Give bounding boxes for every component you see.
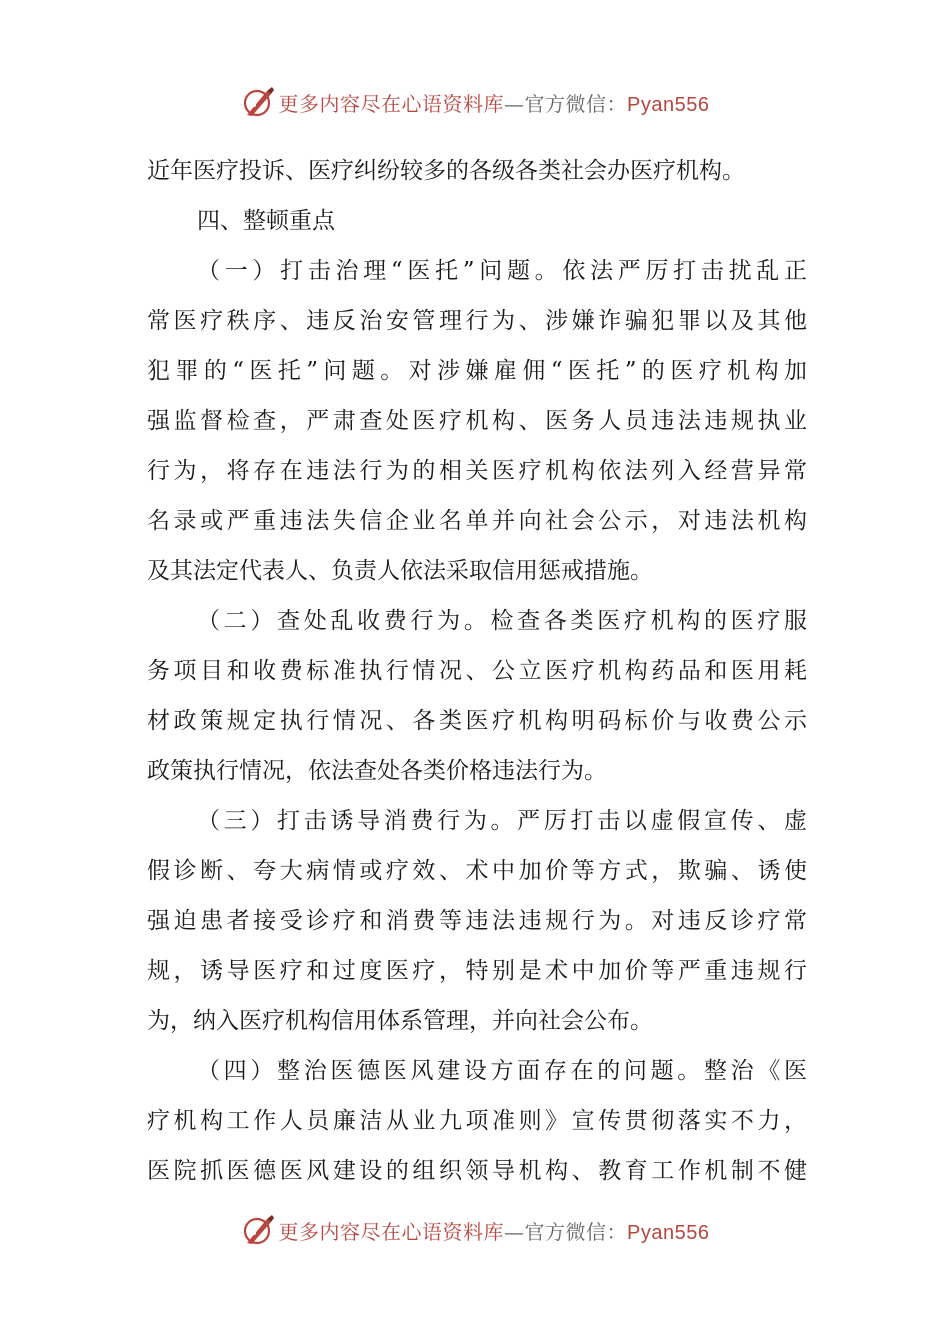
- text-line: 强迫患者接受诊疗和消费等违法违规行为。对违反诊疗常: [147, 908, 807, 934]
- text-line: 材政策规定执行情况、各类医疗机构明码标价与收费公示: [147, 708, 807, 734]
- text-line: （四）整治医德医风建设方面存在的问题。整治《医: [197, 1058, 807, 1084]
- text-line: 医院抓医德医风建设的组织领导机构、教育工作机制不健: [147, 1158, 807, 1184]
- text-line: 强监督检查，严肃查处医疗机构、医务人员违法违规执业: [147, 408, 807, 434]
- header-watermark-banner: [0, 82, 950, 122]
- pen-logo-icon: [241, 85, 275, 119]
- watermark-text: 更多内容尽在心语资料库—官方微信：Pyan556: [278, 91, 710, 116]
- text-line: （三）打击诱导消费行为。严厉打击以虚假宣传、虚: [197, 808, 807, 834]
- text-line: 假诊断、夸大病情或疗效、术中加价等方式，欺骗、诱使: [147, 858, 807, 884]
- document-body: [147, 146, 807, 1196]
- text-line: （二）查处乱收费行为。检查各类医疗机构的医疗服: [197, 608, 807, 634]
- text-line: 疗机构工作人员廉洁从业九项准则》宣传贯彻落实不力，: [147, 1108, 807, 1134]
- text-line: 名录或严重违法失信企业名单并向社会公示，对违法机构: [147, 508, 807, 534]
- text-line: 犯罪的“医托”问题。对涉嫌雇佣“医托”的医疗机构加: [147, 358, 807, 384]
- text-line: 规，诱导医疗和过度医疗，特别是术中加价等严重违规行: [147, 958, 807, 984]
- text-line: 及其法定代表人、负责人依法采取信用惩戒措施。: [147, 558, 653, 584]
- pen-logo-icon: [241, 1213, 275, 1247]
- watermark-text: 更多内容尽在心语资料库—官方微信：Pyan556: [278, 1219, 710, 1244]
- text-line: 为，纳入医疗机构信用体系管理，并向社会公布。: [147, 1008, 653, 1034]
- footer-watermark-banner: [0, 1210, 950, 1250]
- text-line: 常医疗秩序、违反治安管理行为、涉嫌诈骗犯罪以及其他: [147, 308, 807, 334]
- text-line: 近年医疗投诉、医疗纠纷较多的各级各类社会办医疗机构。: [147, 158, 745, 184]
- text-line: 四、整顿重点: [197, 208, 335, 234]
- text-line: 务项目和收费标准执行情况、公立医疗机构药品和医用耗: [147, 658, 807, 684]
- text-line: （一）打击治理“医托”问题。依法严厉打击扰乱正: [197, 258, 807, 284]
- text-line: 行为，将存在违法行为的相关医疗机构依法列入经营异常: [147, 458, 807, 484]
- text-line: 政策执行情况，依法查处各类价格违法行为。: [147, 758, 607, 784]
